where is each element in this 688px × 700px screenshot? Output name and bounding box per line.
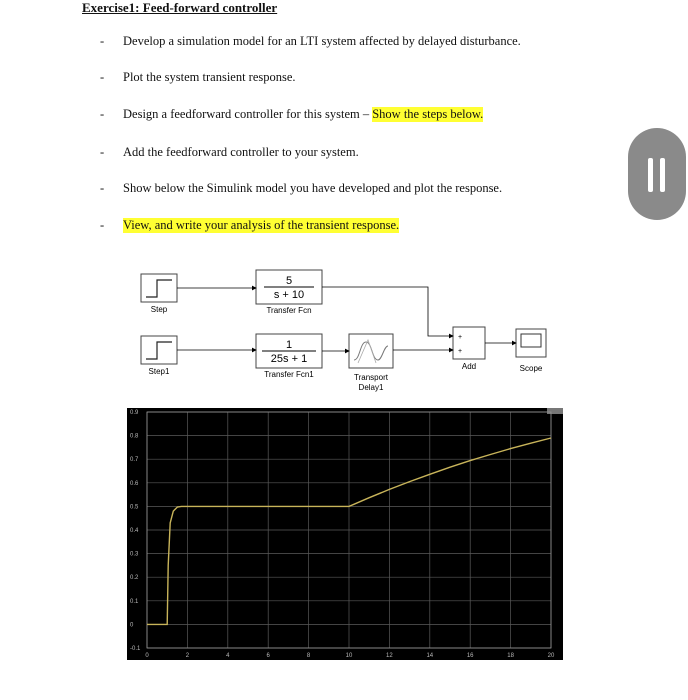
signal-line xyxy=(322,287,453,336)
bullet-dash: - xyxy=(100,145,105,159)
transport-delay-block[interactable] xyxy=(349,334,393,368)
y-tick-label: 0.2 xyxy=(130,575,139,582)
y-tick-label: 0.7 xyxy=(130,457,139,464)
delay-label-2: Delay1 xyxy=(358,383,384,392)
x-tick-label: 2 xyxy=(185,653,190,659)
x-tick-label: 4 xyxy=(226,653,230,659)
add-sign-1: + xyxy=(458,334,463,341)
plot-background xyxy=(127,408,563,660)
tf-numerator: 5 xyxy=(285,275,293,287)
highlighted-text: View, and write your analysis of the transient response. xyxy=(123,218,400,232)
y-tick-label: 0.3 xyxy=(130,551,139,558)
x-tick-label: 12 xyxy=(386,653,393,659)
x-tick-label: 0 xyxy=(145,653,149,659)
y-tick-label: 0.6 xyxy=(130,480,139,487)
document-title: Exercise1: Feed-forward controller xyxy=(82,0,278,15)
step1-block[interactable] xyxy=(141,336,177,364)
step1-label: Step1 xyxy=(148,367,170,376)
bullet-text: Develop a simulation model for an LTI system affected by delayed disturbance. xyxy=(123,34,521,48)
y-tick-label: 0.5 xyxy=(130,504,139,511)
bullet-dash: - xyxy=(100,181,105,195)
add-label: Add xyxy=(461,362,477,371)
bullet-dash: - xyxy=(100,218,105,232)
y-tick-label: -0.1 xyxy=(130,646,141,652)
x-tick-label: 18 xyxy=(507,653,514,659)
transfer-fcn-label: Transfer Fcn xyxy=(266,306,312,315)
scope-block[interactable] xyxy=(516,329,546,357)
step-label: Step xyxy=(150,305,168,314)
scope-plot-svg xyxy=(127,408,563,660)
x-tick-label: 20 xyxy=(547,653,555,659)
scope-screen-icon xyxy=(521,334,541,347)
scope-label: Scope xyxy=(519,364,543,373)
bullet-text: Show below the Simulink model you have developed and plot the response. xyxy=(123,181,503,195)
transfer-fcn1-label: Transfer Fcn1 xyxy=(264,370,314,379)
tf1-denominator: 25s + 1 xyxy=(270,353,308,365)
bullet-dash: - xyxy=(100,107,105,121)
y-tick-label: 0.8 xyxy=(130,433,139,440)
step-block[interactable] xyxy=(141,274,177,302)
x-tick-label: 10 xyxy=(345,653,353,659)
x-tick-label: 6 xyxy=(266,653,270,659)
add-block[interactable] xyxy=(453,327,485,359)
x-tick-label: 14 xyxy=(426,653,434,659)
bullet-dash: - xyxy=(100,70,105,84)
tf-denominator: s + 10 xyxy=(273,289,305,301)
bullet-text: Plot the system transient response. xyxy=(123,70,296,84)
scope-plot xyxy=(127,408,563,660)
plot-corner-icon xyxy=(547,408,563,414)
transfer-fcn1-block[interactable] xyxy=(256,334,322,368)
y-tick-label: 0.9 xyxy=(130,410,139,416)
tf1-numerator: 1 xyxy=(285,339,293,351)
y-tick-label: 0.4 xyxy=(130,528,139,534)
x-tick-label: 16 xyxy=(466,653,474,659)
delay-label-1: Transport xyxy=(354,373,388,382)
add-sign-2: + xyxy=(458,348,463,355)
bullet-text: Add the feedforward controller to your system. xyxy=(123,145,359,159)
y-tick-label: 0.1 xyxy=(130,598,139,605)
bullet-dash: - xyxy=(100,34,105,48)
transfer-fcn-block[interactable] xyxy=(256,270,322,304)
highlighted-text: Show the steps below. xyxy=(372,107,484,121)
x-tick-label: 8 xyxy=(306,653,311,659)
bullet-text: Design a feedforward controller for this system – xyxy=(123,107,373,121)
y-tick-label: 0 xyxy=(130,622,134,629)
